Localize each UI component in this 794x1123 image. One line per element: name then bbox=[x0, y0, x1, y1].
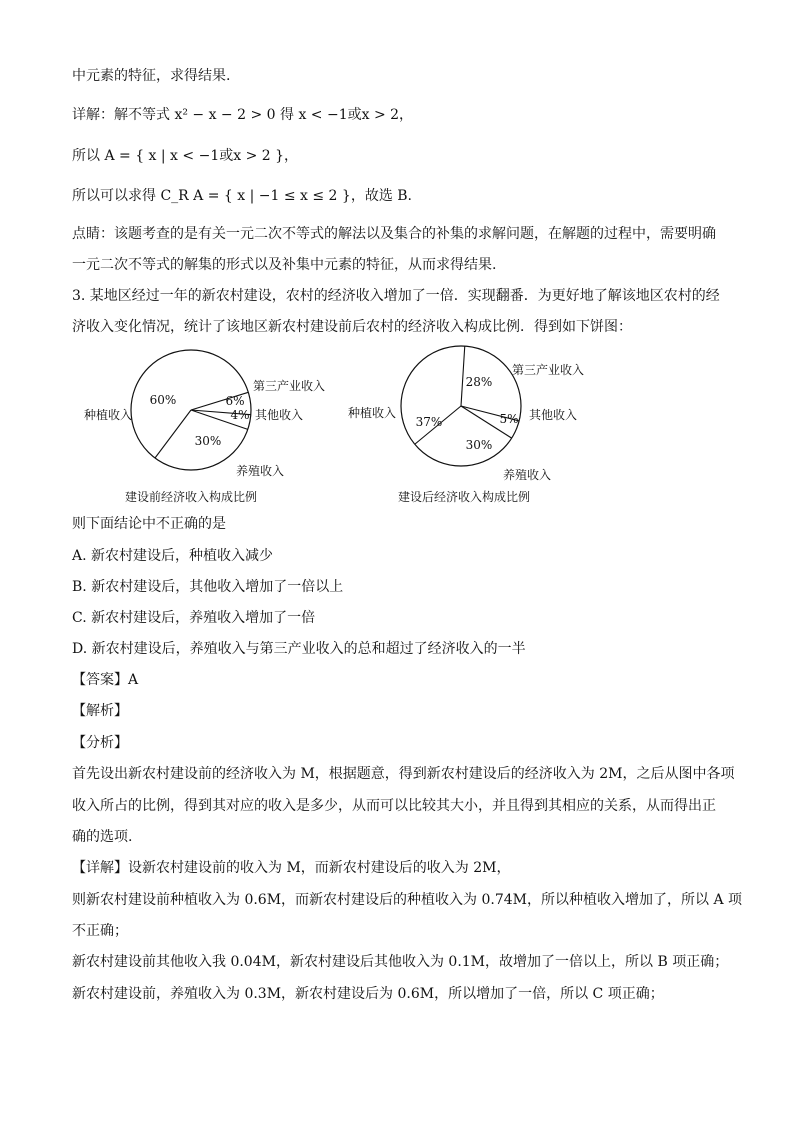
detail-line: 新农村建设前，养殖收入为 0.3M，新农村建设后为 0.6M，所以增加了一倍，所以 C 项正确； bbox=[72, 986, 664, 1002]
question-stem: 3. 某地区经过一年的新农村建设，农村的经济收入增加了一倍．实现翻番．为更好地了解该地区农村的经 bbox=[72, 288, 720, 304]
analysis-line: 确的选项. bbox=[72, 829, 133, 845]
slice-category-label: 其他收入 bbox=[255, 408, 304, 422]
pie-slice-boundary bbox=[461, 346, 465, 406]
analysis-line: 首先设出新农村建设前的经济收入为 M，根据题意，得到新农村建设后的经济收入为 2M，之后从图中各项 bbox=[72, 766, 735, 782]
slice-percent-label: 30% bbox=[194, 434, 222, 448]
answer-line: 【答案】A bbox=[72, 672, 139, 688]
detail-line: 不正确； bbox=[72, 923, 128, 939]
slice-percent-label: 37% bbox=[415, 415, 443, 429]
slice-percent-label: 60% bbox=[149, 393, 177, 407]
slice-category-label: 种植收入 bbox=[348, 406, 397, 420]
pie-charts-svg bbox=[60, 318, 740, 518]
slice-percent-label: 4% bbox=[230, 408, 250, 422]
analysis-heading: 【解析】 bbox=[72, 703, 128, 719]
chart-title: 建设前经济收入构成比例 bbox=[124, 490, 258, 504]
analysis-subheading: 【分析】 bbox=[72, 735, 128, 751]
option-b: B. 新农村建设后，其他收入增加了一倍以上 bbox=[72, 579, 344, 595]
comment-line: 点睛：该题考查的是有关一元二次不等式的解法以及集合的补集的求解问题，在解题的过程中，需要明确 bbox=[72, 226, 716, 242]
slice-category-label: 养殖收入 bbox=[236, 464, 285, 478]
slice-percent-label: 30% bbox=[465, 438, 493, 452]
option-d: D. 新农村建设后，养殖收入与第三产业收入的总和超过了经济收入的一半 bbox=[72, 641, 526, 657]
slice-percent-label: 28% bbox=[465, 375, 493, 389]
question-prompt: 则下面结论中不正确的是 bbox=[72, 516, 226, 532]
detail-line: 则新农村建设前种植收入为 0.6M，而新农村建设后的种植收入为 0.74M，所以种植收入增加了，所以 A 项 bbox=[72, 892, 743, 908]
comment-line: 一元二次不等式的解集的形式以及补集中元素的特征，从而求得结果. bbox=[72, 257, 497, 273]
detail-line: 新农村建设前其他收入我 0.04M，新农村建设后其他收入为 0.1M，故增加了一倍以上，所以 B 项正确； bbox=[72, 954, 729, 970]
slice-category-label: 第三产业收入 bbox=[253, 379, 326, 393]
option-a: A. 新农村建设后，种植收入减少 bbox=[72, 548, 274, 564]
solution-line: 详解：解不等式 x² − x − 2 > 0 得 x < −1或x > 2， bbox=[72, 107, 414, 123]
text-line: 中元素的特征，求得结果. bbox=[72, 68, 231, 84]
slice-category-label: 养殖收入 bbox=[503, 468, 552, 482]
analysis-line: 收入所占的比例，得到其对应的收入是多少，从而可以比较其大小，并且得到其相应的关系，从而得出正 bbox=[72, 798, 716, 814]
solution-line: 所以 A = { x | x < −1或x > 2 }， bbox=[72, 148, 299, 164]
question-stem: 济收入变化情况，统计了该地区新农村建设前后农村的经济收入构成比例．得到如下饼图： bbox=[72, 319, 632, 335]
slice-category-label: 第三产业收入 bbox=[512, 363, 585, 377]
solution-line: 所以可以求得 C_R A = { x | −1 ≤ x ≤ 2 }，故选 B. bbox=[72, 188, 413, 204]
slice-percent-label: 5% bbox=[499, 412, 519, 426]
slice-percent-label: 6% bbox=[225, 394, 245, 408]
pie-slice-boundary bbox=[155, 410, 191, 458]
pie-charts bbox=[60, 318, 740, 518]
detail-line: 【详解】设新农村建设前的收入为 M，而新农村建设后的收入为 2M， bbox=[72, 860, 511, 876]
chart-title: 建设后经济收入构成比例 bbox=[397, 490, 531, 504]
option-c: C. 新农村建设后，养殖收入增加了一倍 bbox=[72, 610, 316, 626]
slice-category-label: 其他收入 bbox=[529, 408, 578, 422]
slice-category-label: 种植收入 bbox=[84, 408, 133, 422]
